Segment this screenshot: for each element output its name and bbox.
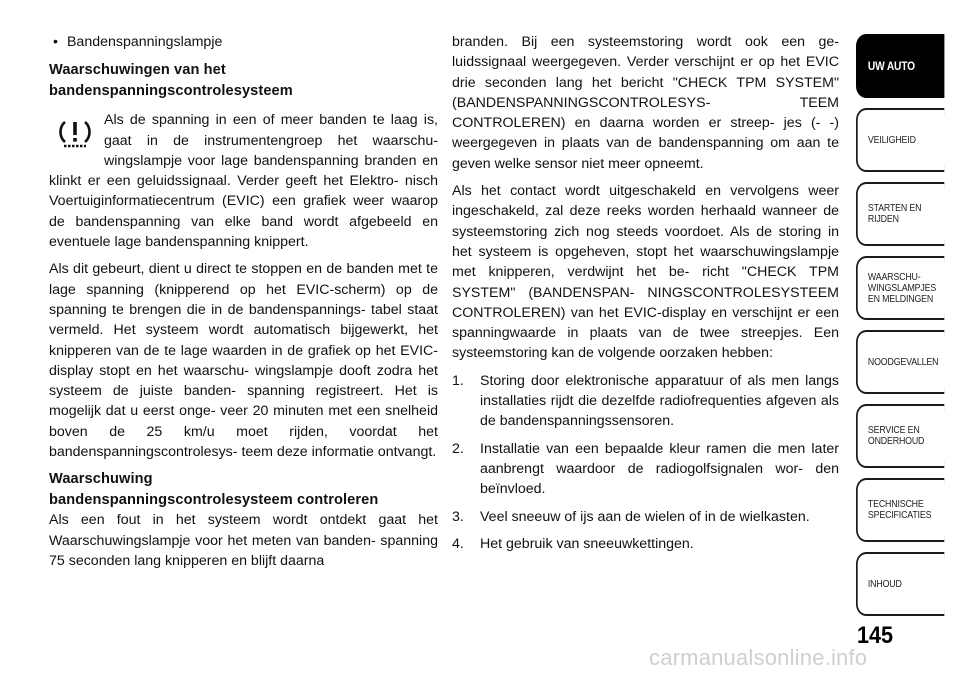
page-number: 145 [857,622,894,649]
heading-warnings-line2: bandenspanningscontrolesysteem [49,82,293,99]
tab-service-en-onderhoud[interactable] [856,404,944,468]
heading-check-line1: Waarschuwing [49,471,153,488]
tab-inhoud[interactable] [856,552,944,616]
list-text: Installatie van een bepaalde kleur ramen die men later aanbrengt waardoor de radiogolfsignalen wor- den beïnvloed. [480,440,839,498]
bullet-text: Bandenspanningslampje [66,34,223,50]
list-text: Storing door elektronische apparatuur of als men langs installaties rijdt die dezelfde radiofrequenties afgeven als de bandenspanningssensoren. [480,372,839,430]
list-text: Veel sneeuw of ijs aan de wielen of in de wielkasten. [480,508,810,525]
bullet-dot: • [53,34,58,50]
causes-list [452,371,839,554]
list-text: Het gebruik van sneeuwkettingen. [480,535,694,552]
list-number: 4. [452,535,464,552]
chapter-tabs [856,34,960,624]
bullet-item [53,32,438,52]
right-column [452,32,839,561]
list-item [452,439,839,500]
paragraph-ignition: Als het contact wordt uitgeschakeld en vervolgens weer ingeschakeld, zal deze reeks worden herhaald wanneer de systeemstoring zich nog steeds voordoet. Als de storing in het systeem is opgeheven, stopt het waarschuwingslampje met knipperen, verdwijnt het be- richt "CHECK TPM SYSTEM" (BANDENSPAN- NINGSCONTROLESYSTEEM CONTROLEREN) van het EVIC-display en verschijnt er een spanningwaarde in plaats van de twee streepjes. Een systeemstoring kan de volgende oorzaken hebben: [452,183,839,362]
tab-label: WAARSCHU- WINGSLAMPJES EN MELDINGEN [867,271,937,305]
tire-pressure-warning-icon [56,113,94,153]
paragraph-when-this-happens: Als dit gebeurt, dient u direct te stoppen en de banden met te lage spanning (knipperend op het EVIC-scherm) op de spanning te brengen die in de bandenspannings- tabel staat vermeld. Het systeem wordt automatisch bijgewerkt, het knipperen van de te lage waarden in de grafiek op het EVIC-display stopt en het waarschu- wingslampje dooft zodra het systeem de juiste banden- spanning registreert. Het is mogelijk dat u eerst onge- veer 20 minuten met een snelheid boven de 25 km/u moet rijden, voordat het bandenspanningscontrolesys- teem deze informatie ontvangt. [49,261,438,461]
tab-label: INHOUD [867,578,902,590]
heading-check-line2: bandenspanningscontrolesysteem controleren [49,491,379,508]
list-item [452,371,839,432]
tab-noodgevallen[interactable] [856,330,944,394]
tab-waarschuwingslampjes[interactable] [856,256,944,320]
list-number: 1. [452,372,464,389]
tab-label: SERVICE EN ONDERHOUD [867,425,925,447]
list-number: 2. [452,440,464,457]
list-item [452,507,839,527]
paragraph-continued: branden. Bij een systeemstoring wordt ook een ge- luidssignaal weergegeven. Verder verschijnt er op het EVIC drie seconden lang het bericht "CHECK TPM SYSTEM" (BANDENSPANNINGSCONTROLESYS- TEEM CONTROLEREN) en daarna worden er streep- jes (- -) weergegeven in plaats van de bandenspanning om aan te geven welke sensor niet meer opneemt. [452,34,839,172]
paragraph-system-fault: Als een fout in het systeem wordt ontdekt gaat het Waarschuwingslampje voor het meten van banden- spanning 75 seconden lang knipperen en blijft daarna [49,512,438,569]
warning-paragraph: Als de spanning in een of meer banden te laag is, gaat in de instrumentengroep het waarschu- wingslampje voor lage bandenspanning branden en klinkt er een geluidssignaal. Verder geeft het Elektro- nisch Voertuiginformatiecentrum (EVIC) een grafiek weer waarop de bandenspanning van elke band wordt afgebeeld en eventuele lage bandenspanning knippert. [49,112,438,251]
tab-label: UW AUTO [867,58,915,73]
list-number: 3. [452,508,464,525]
tab-label: STARTEN EN RIJDEN [867,203,922,225]
heading-warnings-line1: Waarschuwingen van het [49,62,226,79]
watermark: carmanualsonline.info [649,645,868,670]
warning-block [49,110,438,252]
tab-uw-auto[interactable] [856,34,944,98]
tab-label: NOODGEVALLEN [867,356,939,368]
tab-label: TECHNISCHE SPECIFICATIES [867,499,932,521]
list-item [452,534,839,554]
tab-veiligheid[interactable] [856,108,944,172]
left-column [49,32,438,578]
tab-technische-specificaties[interactable] [856,478,944,542]
tab-starten-en-rijden[interactable] [856,182,944,246]
tab-label: VEILIGHEID [867,134,916,146]
